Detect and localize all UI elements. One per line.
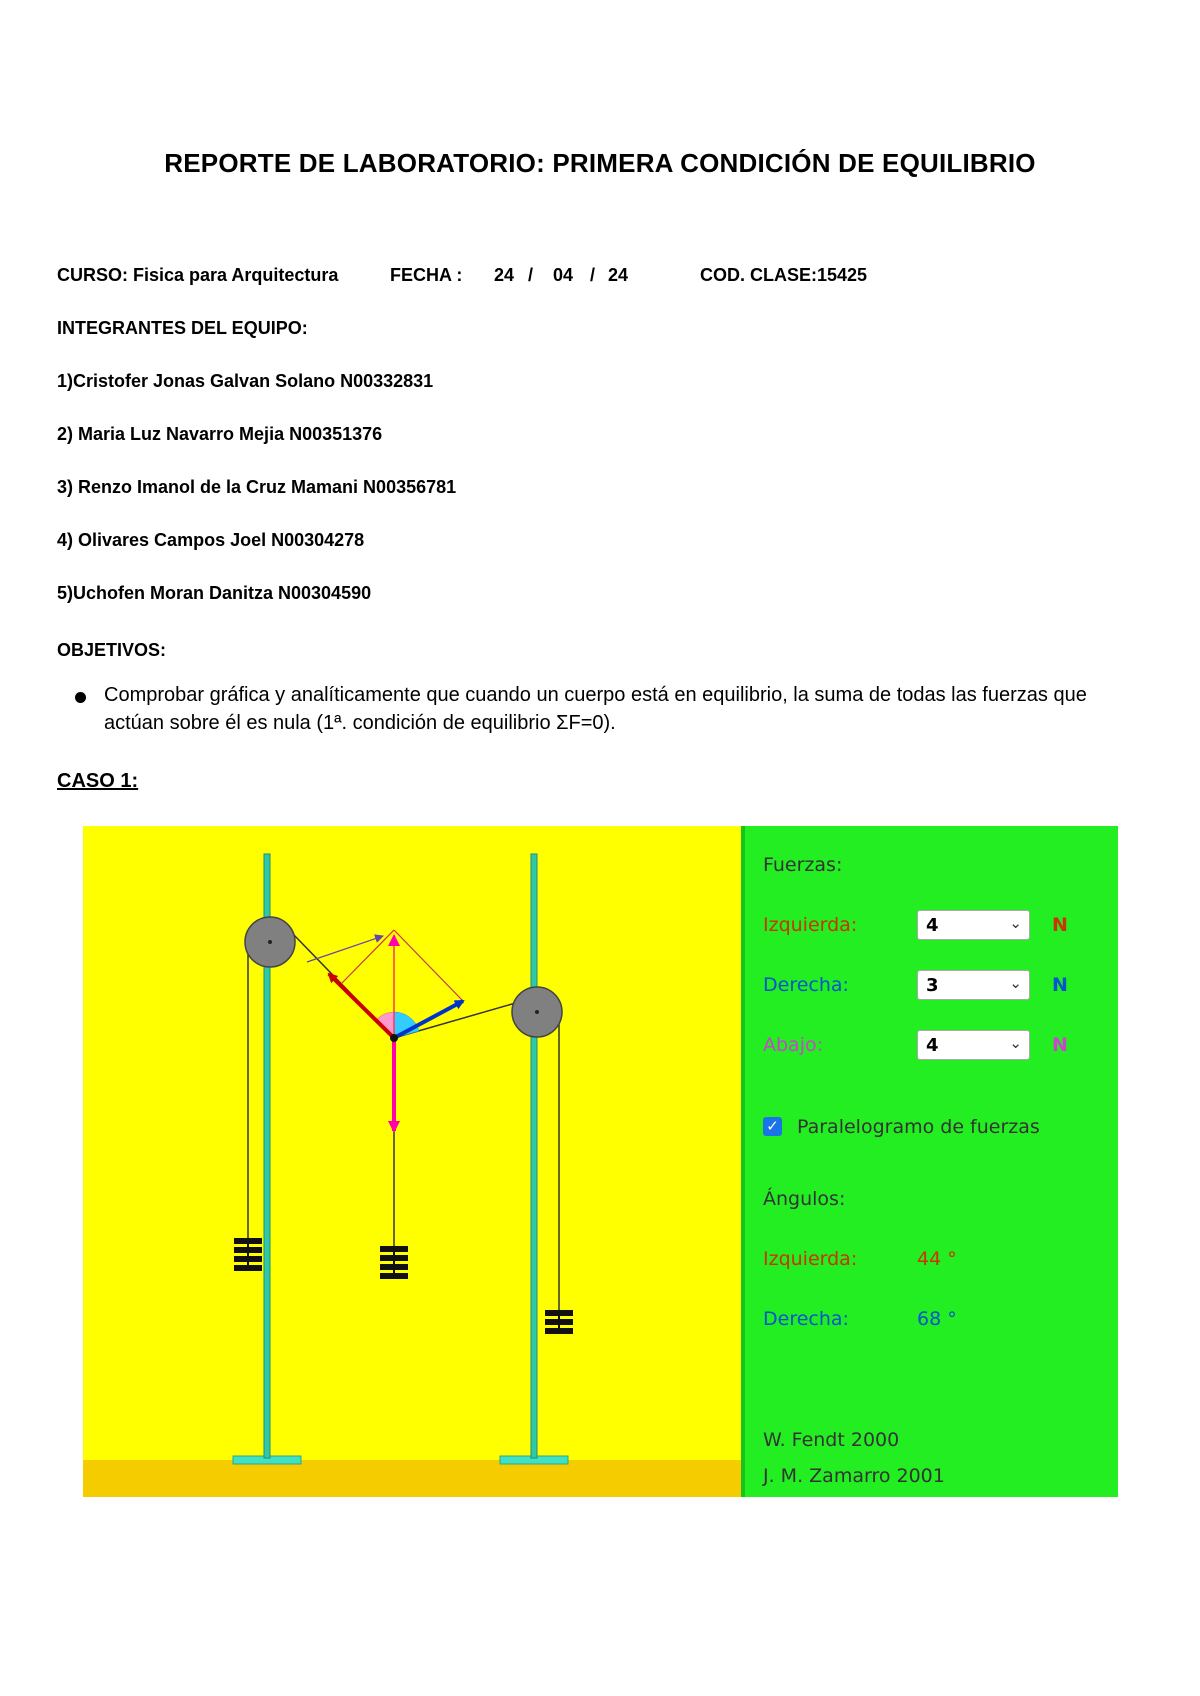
weight-stack-icon [545, 1310, 573, 1334]
date-month: 04 [553, 265, 574, 285]
right-force-select[interactable] [917, 970, 1030, 1000]
team-member: 2) Maria Luz Navarro Mejia N00351376 [57, 424, 383, 444]
bullet-icon [75, 692, 86, 703]
date-year: 24 [608, 265, 629, 285]
parallelogram-line [394, 930, 463, 1001]
left-force-label: Izquierda: [763, 914, 858, 936]
left-angle-label: Izquierda: [763, 1248, 858, 1270]
parallelogram-checkbox[interactable] [763, 1117, 782, 1136]
checkmark-icon: ✓ [766, 1118, 779, 1135]
right-force-value: 3 [926, 975, 939, 996]
team-member: 5)Uchofen Moran Danitza N00304590 [57, 583, 372, 603]
weight-stack-icon [380, 1246, 408, 1279]
left-force-select[interactable] [917, 910, 1030, 940]
date-label: FECHA : [390, 265, 463, 285]
pulley-icon [245, 917, 295, 967]
right-pole [531, 854, 537, 1458]
date-sep-2: / [590, 265, 596, 285]
left-angle-value: 44 ° [917, 1248, 957, 1270]
down-force-select[interactable] [917, 1030, 1030, 1060]
parallelogram-label[interactable]: Paralelogramo de fuerzas [797, 1116, 1040, 1138]
objective-text: Comprobar gráfica y analíticamente que cuando un cuerpo está en equilibrio, la suma de todas las fuerzas que actúan sobre él es nula (1ª. condición de equilibrio ΣF=0). [104, 684, 1087, 734]
chevron-down-icon: ⌄ [1009, 1034, 1022, 1052]
team-member: 3) Renzo Imanol de la Cruz Mamani N00356781 [57, 477, 457, 497]
knot [390, 1034, 398, 1042]
down-force-label: Abajo: [763, 1034, 824, 1056]
team-member: 4) Olivares Campos Joel N00304278 [57, 530, 365, 550]
pulley-icon [512, 987, 562, 1037]
credit-line: W. Fendt 2000 [763, 1429, 900, 1451]
class-code: COD. CLASE:15425 [700, 265, 868, 285]
team-heading: INTEGRANTES DEL EQUIPO: [57, 318, 308, 338]
credit-line: J. M. Zamarro 2001 [763, 1465, 945, 1487]
parallelogram-line [307, 936, 383, 962]
objectives-heading: OBJETIVOS: [57, 640, 167, 660]
date-day: 24 [494, 265, 515, 285]
down-force-unit: N [1052, 1034, 1068, 1056]
page-title: REPORTE DE LABORATORIO: PRIMERA CONDICIÓN DE EQUILIBRIO [164, 148, 1036, 178]
simulation-canvas [83, 826, 741, 1497]
right-force-unit: N [1052, 974, 1068, 996]
control-panel [741, 826, 1118, 1497]
team-member: 1)Cristofer Jonas Galvan Solano N00332831 [57, 371, 434, 391]
chevron-down-icon: ⌄ [1009, 914, 1022, 932]
force-diagram [83, 826, 741, 1497]
chevron-down-icon: ⌄ [1009, 974, 1022, 992]
course-name: CURSO: Fisica para Arquitectura [57, 265, 339, 285]
date-sep-1: / [528, 265, 534, 285]
case-title: CASO 1: [57, 770, 139, 792]
right-angle-label: Derecha: [763, 1308, 849, 1330]
left-force-unit: N [1052, 914, 1068, 936]
angles-heading: Ángulos: [763, 1188, 846, 1210]
down-force-value: 4 [926, 1035, 939, 1056]
right-angle-value: 68 ° [917, 1308, 957, 1330]
left-force-arrow [329, 974, 394, 1038]
left-force-value: 4 [926, 915, 939, 936]
forces-heading: Fuerzas: [763, 854, 843, 876]
parallelogram-line [341, 930, 394, 984]
weight-stack-icon [234, 1238, 262, 1271]
equilibrium-simulation [83, 826, 1118, 1497]
right-force-label: Derecha: [763, 974, 849, 996]
